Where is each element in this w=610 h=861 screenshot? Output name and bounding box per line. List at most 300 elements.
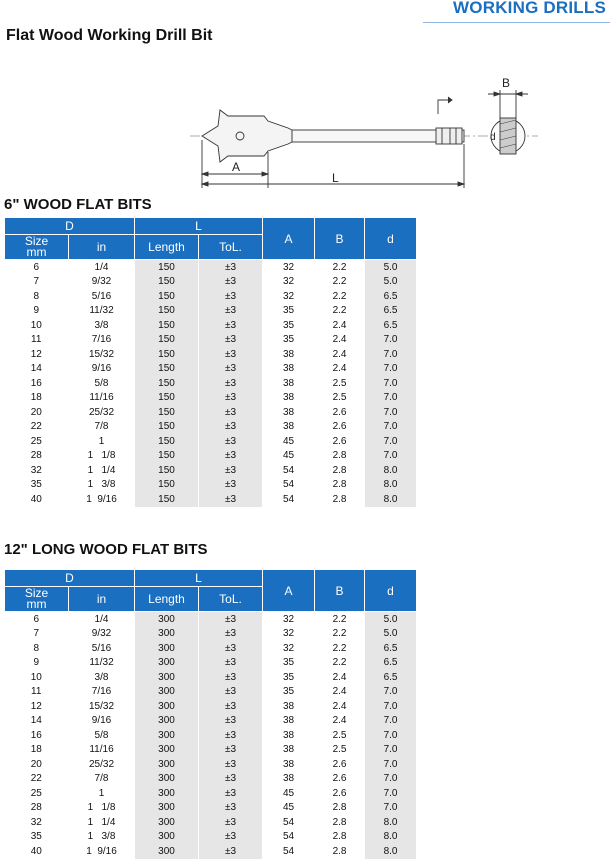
cell-length: 300 — [135, 844, 199, 859]
header-tol: ToL. — [199, 587, 263, 612]
cell-d: 7.0 — [365, 376, 417, 391]
cell-a: 38 — [263, 391, 315, 406]
cell-length: 300 — [135, 714, 199, 729]
cell-length: 300 — [135, 743, 199, 758]
cell-d: 8.0 — [365, 463, 417, 478]
cell-in: 5/8 — [69, 728, 135, 743]
cell-length: 300 — [135, 757, 199, 772]
table-row — [5, 478, 417, 493]
cell-size: 35 — [5, 830, 69, 845]
cell-in: 7/8 — [69, 772, 135, 787]
cell-size: 7 — [5, 275, 69, 290]
table-row — [5, 641, 417, 656]
table-row — [5, 743, 417, 758]
cell-tol: ±3 — [199, 757, 263, 772]
cell-b: 2.4 — [315, 362, 365, 377]
cell-length: 300 — [135, 656, 199, 671]
cell-tol: ±3 — [199, 463, 263, 478]
cell-b: 2.6 — [315, 786, 365, 801]
cell-length: 300 — [135, 815, 199, 830]
cell-size: 16 — [5, 376, 69, 391]
table-row — [5, 815, 417, 830]
cell-size: 18 — [5, 743, 69, 758]
cell-a: 54 — [263, 492, 315, 507]
cell-a: 38 — [263, 714, 315, 729]
cell-d: 7.0 — [365, 728, 417, 743]
table-row — [5, 714, 417, 729]
header-length: Length — [135, 587, 199, 612]
cell-d: 7.0 — [365, 786, 417, 801]
cell-length: 150 — [135, 376, 199, 391]
cell-a: 32 — [263, 275, 315, 290]
cell-size: 9 — [5, 304, 69, 319]
spec-table-6in — [4, 217, 417, 507]
cell-d: 7.0 — [365, 685, 417, 700]
header-l: L — [135, 570, 263, 587]
table-row — [5, 656, 417, 671]
brand-rule — [423, 22, 610, 23]
cell-b: 2.8 — [315, 801, 365, 816]
cell-size: 35 — [5, 478, 69, 493]
cell-length: 150 — [135, 449, 199, 464]
cell-size: 11 — [5, 333, 69, 348]
cell-a: 38 — [263, 362, 315, 377]
cell-b: 2.5 — [315, 376, 365, 391]
cell-b: 2.8 — [315, 478, 365, 493]
cell-b: 2.6 — [315, 434, 365, 449]
cell-size: 25 — [5, 434, 69, 449]
table-row — [5, 362, 417, 377]
drill-bit-diagram — [180, 70, 560, 200]
cell-d: 5.0 — [365, 260, 417, 275]
section-title-12in: 12" LONG WOOD FLAT BITS — [4, 541, 208, 558]
cell-in: 1 — [69, 434, 135, 449]
cell-tol: ±3 — [199, 434, 263, 449]
table-row — [5, 685, 417, 700]
cell-a: 54 — [263, 463, 315, 478]
cell-b: 2.8 — [315, 463, 365, 478]
cell-b: 2.5 — [315, 391, 365, 406]
cell-d: 7.0 — [365, 801, 417, 816]
cell-in: 7/16 — [69, 685, 135, 700]
cell-a: 54 — [263, 844, 315, 859]
cell-size: 28 — [5, 449, 69, 464]
header-length: Length — [135, 235, 199, 260]
cell-length: 150 — [135, 434, 199, 449]
cell-length: 150 — [135, 478, 199, 493]
dim-label-d: d — [490, 132, 496, 143]
header-b: B — [315, 570, 365, 612]
section-title-6in: 6" WOOD FLAT BITS — [4, 196, 152, 213]
cell-tol: ±3 — [199, 289, 263, 304]
dim-label-a: A — [232, 160, 241, 174]
cell-b: 2.4 — [315, 318, 365, 333]
cell-tol: ±3 — [199, 772, 263, 787]
cell-b: 2.6 — [315, 420, 365, 435]
cell-a: 35 — [263, 304, 315, 319]
table-row — [5, 347, 417, 362]
cell-in: 25/32 — [69, 757, 135, 772]
cell-tol: ±3 — [199, 670, 263, 685]
cell-length: 300 — [135, 699, 199, 714]
cell-b: 2.6 — [315, 757, 365, 772]
cell-d: 7.0 — [365, 714, 417, 729]
table-row — [5, 405, 417, 420]
cell-d: 7.0 — [365, 449, 417, 464]
cell-tol: ±3 — [199, 728, 263, 743]
cell-tol: ±3 — [199, 347, 263, 362]
cell-tol: ±3 — [199, 830, 263, 845]
cell-d: 7.0 — [365, 347, 417, 362]
cell-tol: ±3 — [199, 391, 263, 406]
cell-a: 45 — [263, 786, 315, 801]
cell-tol: ±3 — [199, 405, 263, 420]
cell-a: 32 — [263, 612, 315, 627]
cell-in: 1 1/4 — [69, 463, 135, 478]
cell-in: 1 1/8 — [69, 801, 135, 816]
cell-d: 6.5 — [365, 641, 417, 656]
cell-size: 14 — [5, 362, 69, 377]
blade-outline — [202, 110, 292, 162]
cell-tol: ±3 — [199, 844, 263, 859]
cell-b: 2.8 — [315, 449, 365, 464]
cell-size: 8 — [5, 289, 69, 304]
cell-size: 32 — [5, 463, 69, 478]
cell-a: 32 — [263, 627, 315, 642]
table-row — [5, 318, 417, 333]
cell-size: 8 — [5, 641, 69, 656]
cell-a: 35 — [263, 333, 315, 348]
cell-a: 38 — [263, 347, 315, 362]
cell-tol: ±3 — [199, 478, 263, 493]
cell-a: 38 — [263, 420, 315, 435]
cell-tol: ±3 — [199, 318, 263, 333]
table-row — [5, 391, 417, 406]
cell-in: 1 9/16 — [69, 492, 135, 507]
cell-d: 5.0 — [365, 627, 417, 642]
cell-in: 5/16 — [69, 289, 135, 304]
cell-in: 1 3/8 — [69, 830, 135, 845]
cell-in: 9/16 — [69, 714, 135, 729]
cell-length: 300 — [135, 641, 199, 656]
cell-size: 10 — [5, 318, 69, 333]
cell-d: 7.0 — [365, 362, 417, 377]
cell-tol: ±3 — [199, 801, 263, 816]
table-row — [5, 830, 417, 845]
header-a: A — [263, 218, 315, 260]
page-title: Flat Wood Working Drill Bit — [6, 27, 213, 44]
cell-length: 150 — [135, 362, 199, 377]
table-body-6in — [5, 260, 417, 507]
cell-a: 35 — [263, 685, 315, 700]
cell-d: 6.5 — [365, 289, 417, 304]
cell-b: 2.4 — [315, 685, 365, 700]
cell-in: 5/16 — [69, 641, 135, 656]
cell-length: 300 — [135, 830, 199, 845]
cell-in: 1 9/16 — [69, 844, 135, 859]
cell-length: 150 — [135, 463, 199, 478]
cell-d: 7.0 — [365, 434, 417, 449]
cell-b: 2.5 — [315, 743, 365, 758]
header-tol: ToL. — [199, 235, 263, 260]
cell-size: 9 — [5, 656, 69, 671]
cell-size: 20 — [5, 405, 69, 420]
cell-in: 5/8 — [69, 376, 135, 391]
cell-a: 38 — [263, 376, 315, 391]
cell-in: 9/32 — [69, 275, 135, 290]
cell-d: 7.0 — [365, 333, 417, 348]
cell-a: 35 — [263, 670, 315, 685]
cell-size: 12 — [5, 699, 69, 714]
cell-length: 150 — [135, 260, 199, 275]
cell-d: 7.0 — [365, 420, 417, 435]
spec-table-12in — [4, 569, 417, 859]
cell-a: 35 — [263, 656, 315, 671]
cell-a: 38 — [263, 757, 315, 772]
cell-in: 1 1/8 — [69, 449, 135, 464]
cell-in: 1 3/8 — [69, 478, 135, 493]
cell-size: 12 — [5, 347, 69, 362]
cell-b: 2.2 — [315, 260, 365, 275]
header-in: in — [69, 587, 135, 612]
cell-in: 15/32 — [69, 347, 135, 362]
table-row — [5, 786, 417, 801]
cell-in: 15/32 — [69, 699, 135, 714]
cell-size: 40 — [5, 844, 69, 859]
cell-length: 150 — [135, 275, 199, 290]
cell-tol: ±3 — [199, 612, 263, 627]
cell-d: 6.5 — [365, 670, 417, 685]
cell-b: 2.6 — [315, 405, 365, 420]
cell-a: 35 — [263, 318, 315, 333]
table-row — [5, 434, 417, 449]
cell-b: 2.4 — [315, 333, 365, 348]
cell-length: 300 — [135, 685, 199, 700]
cell-d: 8.0 — [365, 478, 417, 493]
table-row — [5, 449, 417, 464]
cell-tol: ±3 — [199, 699, 263, 714]
cell-in: 1/4 — [69, 260, 135, 275]
table-row — [5, 728, 417, 743]
cell-tol: ±3 — [199, 627, 263, 642]
cell-in: 11/32 — [69, 656, 135, 671]
cell-b: 2.5 — [315, 728, 365, 743]
table-row — [5, 289, 417, 304]
cell-length: 150 — [135, 333, 199, 348]
table-row — [5, 670, 417, 685]
cell-size: 40 — [5, 492, 69, 507]
cell-d: 7.0 — [365, 405, 417, 420]
cell-length: 300 — [135, 786, 199, 801]
cell-in: 11/16 — [69, 743, 135, 758]
cell-a: 32 — [263, 260, 315, 275]
cell-tol: ±3 — [199, 492, 263, 507]
cell-d: 5.0 — [365, 275, 417, 290]
header-dd: d — [365, 218, 417, 260]
header-dd: d — [365, 570, 417, 612]
header-a: A — [263, 570, 315, 612]
cell-a: 45 — [263, 449, 315, 464]
cell-tol: ±3 — [199, 815, 263, 830]
cell-tol: ±3 — [199, 304, 263, 319]
cell-length: 150 — [135, 391, 199, 406]
header-l: L — [135, 218, 263, 235]
cell-tol: ±3 — [199, 420, 263, 435]
dim-label-l: L — [332, 171, 339, 185]
cell-in: 9/16 — [69, 362, 135, 377]
cell-in: 7/8 — [69, 420, 135, 435]
cell-tol: ±3 — [199, 333, 263, 348]
cell-in: 3/8 — [69, 670, 135, 685]
cell-length: 300 — [135, 772, 199, 787]
table-row — [5, 699, 417, 714]
cell-in: 1 1/4 — [69, 815, 135, 830]
dim-label-b: B — [502, 76, 511, 90]
cell-a: 38 — [263, 772, 315, 787]
cell-a: 38 — [263, 743, 315, 758]
cell-in: 1/4 — [69, 612, 135, 627]
cell-b: 2.8 — [315, 492, 365, 507]
cell-size: 20 — [5, 757, 69, 772]
cell-a: 32 — [263, 641, 315, 656]
cell-a: 54 — [263, 830, 315, 845]
cell-in: 9/32 — [69, 627, 135, 642]
cell-d: 8.0 — [365, 844, 417, 859]
table-row — [5, 757, 417, 772]
cell-d: 6.5 — [365, 318, 417, 333]
cell-tol: ±3 — [199, 786, 263, 801]
cell-size: 14 — [5, 714, 69, 729]
cell-a: 38 — [263, 728, 315, 743]
cell-in: 11/32 — [69, 304, 135, 319]
cell-b: 2.6 — [315, 772, 365, 787]
cell-b: 2.2 — [315, 656, 365, 671]
cell-size: 25 — [5, 786, 69, 801]
cell-d: 7.0 — [365, 772, 417, 787]
cell-length: 150 — [135, 420, 199, 435]
header-size: Size mm — [5, 587, 69, 612]
table-row — [5, 420, 417, 435]
cell-length: 150 — [135, 289, 199, 304]
table-row — [5, 333, 417, 348]
cell-d: 8.0 — [365, 830, 417, 845]
cell-d: 7.0 — [365, 743, 417, 758]
cell-size: 10 — [5, 670, 69, 685]
cell-in: 25/32 — [69, 405, 135, 420]
cell-length: 300 — [135, 670, 199, 685]
cell-b: 2.2 — [315, 627, 365, 642]
cell-b: 2.2 — [315, 641, 365, 656]
cell-b: 2.2 — [315, 304, 365, 319]
header-b: B — [315, 218, 365, 260]
table-row — [5, 772, 417, 787]
cell-b: 2.4 — [315, 347, 365, 362]
cell-length: 150 — [135, 347, 199, 362]
cell-d: 7.0 — [365, 391, 417, 406]
cell-length: 300 — [135, 728, 199, 743]
cell-size: 32 — [5, 815, 69, 830]
cell-in: 7/16 — [69, 333, 135, 348]
cell-a: 54 — [263, 815, 315, 830]
cell-size: 22 — [5, 772, 69, 787]
cell-length: 300 — [135, 612, 199, 627]
table-row — [5, 844, 417, 859]
cell-tol: ±3 — [199, 275, 263, 290]
cell-tol: ±3 — [199, 714, 263, 729]
cell-size: 6 — [5, 260, 69, 275]
cell-b: 2.8 — [315, 844, 365, 859]
hex-end — [436, 128, 462, 144]
cell-b: 2.4 — [315, 699, 365, 714]
cell-size: 7 — [5, 627, 69, 642]
cell-tol: ±3 — [199, 362, 263, 377]
cell-a: 45 — [263, 801, 315, 816]
table-row — [5, 801, 417, 816]
cell-b: 2.4 — [315, 714, 365, 729]
cell-length: 150 — [135, 304, 199, 319]
cell-b: 2.2 — [315, 612, 365, 627]
cell-tol: ±3 — [199, 685, 263, 700]
cell-length: 300 — [135, 801, 199, 816]
cell-tol: ±3 — [199, 376, 263, 391]
table-row — [5, 376, 417, 391]
cell-b: 2.4 — [315, 670, 365, 685]
table-body-12in — [5, 612, 417, 859]
header-in: in — [69, 235, 135, 260]
cell-a: 54 — [263, 478, 315, 493]
cell-d: 5.0 — [365, 612, 417, 627]
cell-size: 11 — [5, 685, 69, 700]
cell-size: 16 — [5, 728, 69, 743]
cell-size: 22 — [5, 420, 69, 435]
table-row — [5, 612, 417, 627]
cell-length: 150 — [135, 318, 199, 333]
table-row — [5, 627, 417, 642]
cell-in: 11/16 — [69, 391, 135, 406]
header-size: Size mm — [5, 235, 69, 260]
cell-d: 6.5 — [365, 656, 417, 671]
table-row — [5, 260, 417, 275]
cell-tol: ±3 — [199, 641, 263, 656]
cell-d: 8.0 — [365, 492, 417, 507]
cell-size: 28 — [5, 801, 69, 816]
cell-b: 2.8 — [315, 830, 365, 845]
cell-length: 150 — [135, 405, 199, 420]
cell-tol: ±3 — [199, 743, 263, 758]
cell-tol: ±3 — [199, 656, 263, 671]
cell-d: 7.0 — [365, 699, 417, 714]
cell-b: 2.2 — [315, 289, 365, 304]
table-row — [5, 492, 417, 507]
header-d: D — [5, 218, 135, 235]
cell-size: 18 — [5, 391, 69, 406]
cell-a: 38 — [263, 699, 315, 714]
cell-length: 150 — [135, 492, 199, 507]
header-d: D — [5, 570, 135, 587]
cell-length: 300 — [135, 627, 199, 642]
table-row — [5, 304, 417, 319]
cell-a: 32 — [263, 289, 315, 304]
cell-a: 45 — [263, 434, 315, 449]
cell-a: 38 — [263, 405, 315, 420]
cell-tol: ±3 — [199, 449, 263, 464]
cell-tol: ±3 — [199, 260, 263, 275]
cell-size: 6 — [5, 612, 69, 627]
table-row — [5, 275, 417, 290]
cell-d: 8.0 — [365, 815, 417, 830]
brand-tag: WORKING DRILLS — [453, 0, 606, 17]
table-row — [5, 463, 417, 478]
